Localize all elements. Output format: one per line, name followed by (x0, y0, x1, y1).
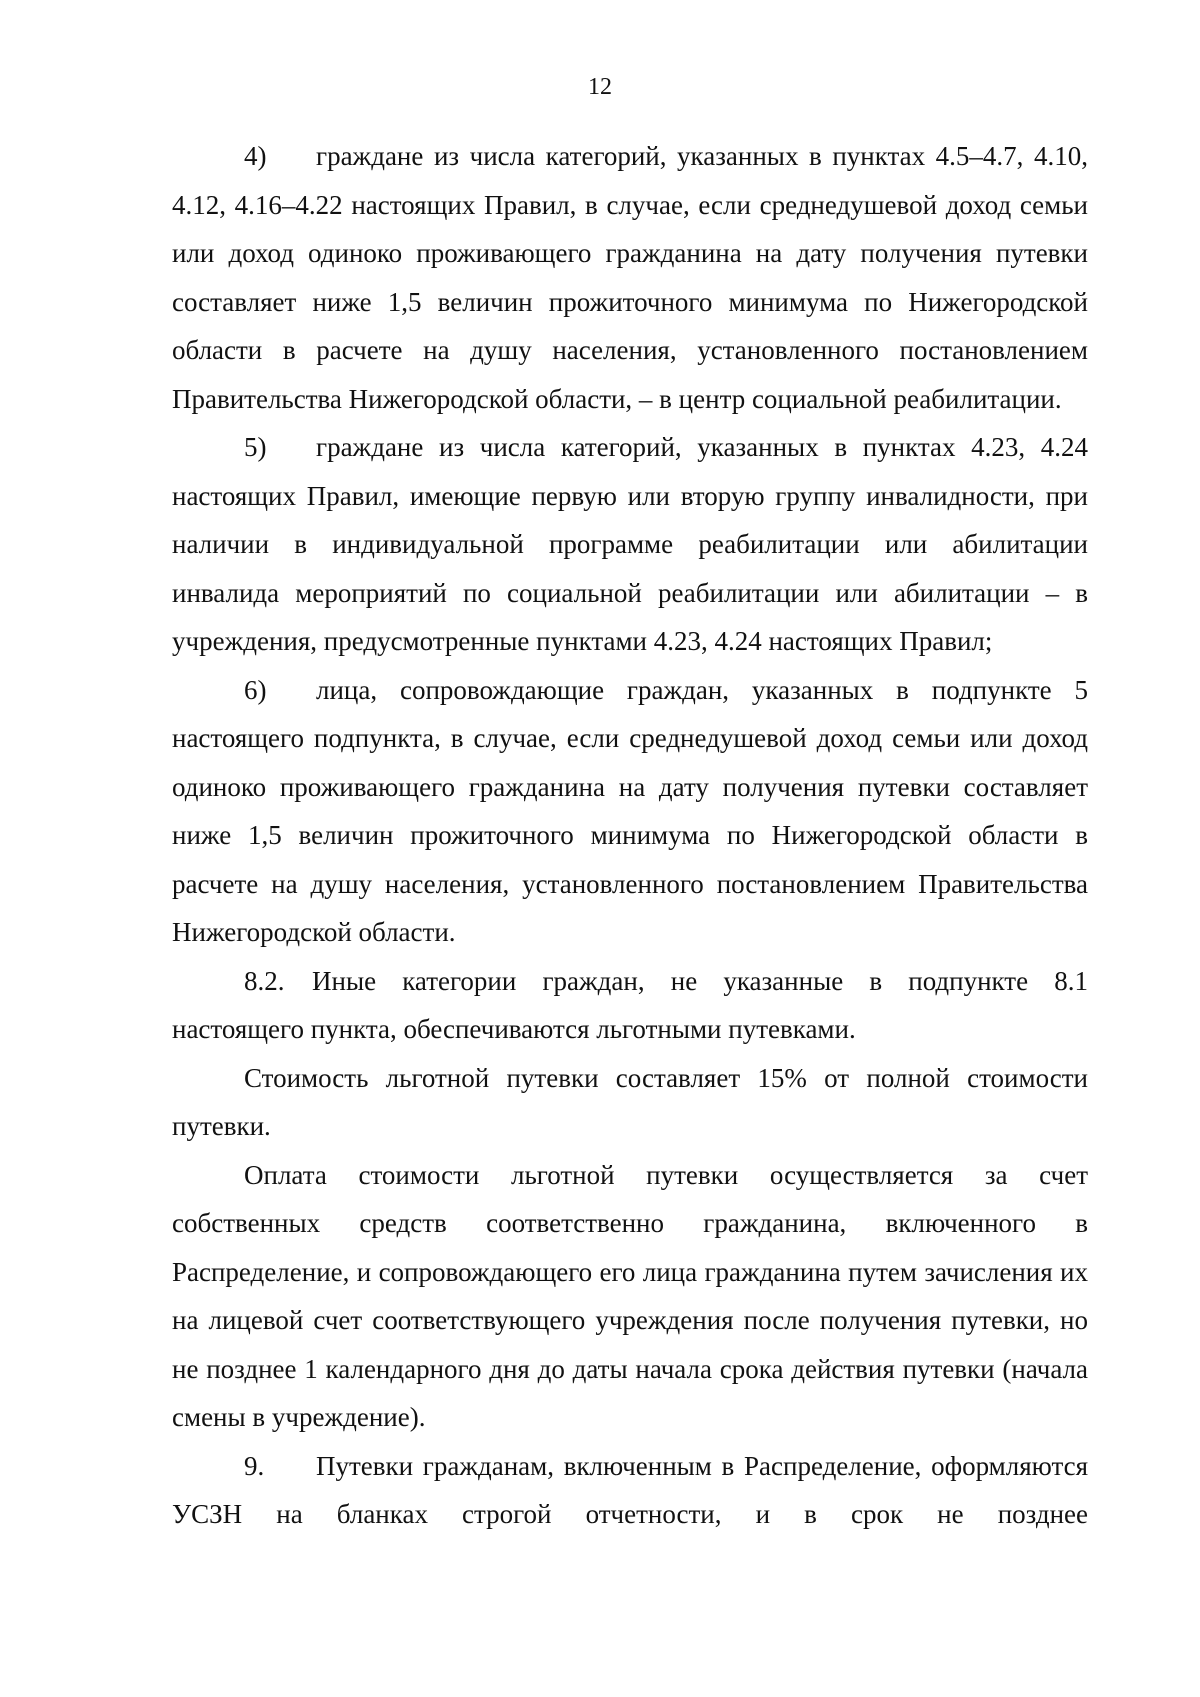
paragraph-payment: Оплата стоимости льготной путевки осуществляется за счет собственных средств соответственно гражданина, включенного в Распределение, и сопровождающего его лица гражданина путем зачисления их на лицевой счет соответствующего учреждения после получения путевки, но не позднее 1 календарного дня до даты начала срока действия путевки (начала смены в учреждение). (172, 1159, 1088, 1432)
paragraph-cost: Стоимость льготной путевки составляет 15% от полной стоимости путевки. (172, 1062, 1088, 1141)
paragraph-text: граждане из числа категорий, указанных в пунктах 4.23, 4.24 настоящих Правил, имеющие первую или вторую группу инвалидности, при наличии в индивидуальной программе реабилитации или абилитации инвалида мероприятий по социальной реабилитации или абилитации – в учреждения, предусмотренные пунктами 4.23, 4.24 настоящих Правил; (172, 432, 1088, 656)
paragraph-9 (172, 1442, 1088, 1539)
paragraph-text: граждане из числа категорий, указанных в пунктах 4.5–4.7, 4.10, 4.12, 4.16–4.22 настоящих Правил, в случае, если среднедушевой доход семьи или доход одиноко проживающего гражданина на дату получения путевки составляет ниже 1,5 величин прожиточного минимума по Нижегородской области в расчете на душу населения, установленного постановлением Правительства Нижегородской области, – в центр социальной реабилитации. (172, 141, 1088, 414)
paragraph-item-5 (172, 423, 1088, 666)
paragraph-8-2 (172, 957, 1088, 1054)
item-number: 5) (244, 432, 267, 462)
paragraph-item-4 (172, 132, 1088, 423)
paragraph-text: Иные категории граждан, не указанные в подпункте 8.1 настоящего пункта, обеспечиваются льготными путевками. (172, 965, 1088, 1044)
item-number: 4) (244, 141, 267, 171)
page-number: 12 (588, 74, 612, 100)
paragraph-text: Путевки гражданам, включенным в Распределение, оформляются УСЗН на бланках строгой отчетности, и в срок не позднее (172, 1450, 1088, 1529)
item-number: 8.2. (244, 965, 285, 996)
item-number: 9. (244, 1450, 265, 1481)
paragraph-item-6 (172, 666, 1088, 957)
paragraph-text: лица, сопровождающие граждан, указанных в подпункте 5 настоящего подпункта, в случае, если среднедушевой доход семьи или доход одиноко проживающего гражданина на дату получения путевки составляет ниже 1,5 величин прожиточного минимума по Нижегородской области в расчете на душу населения, установленного постановлением Правительства Нижегородской области. (172, 674, 1088, 947)
item-number: 6) (244, 674, 267, 705)
document-body (172, 132, 1088, 1539)
